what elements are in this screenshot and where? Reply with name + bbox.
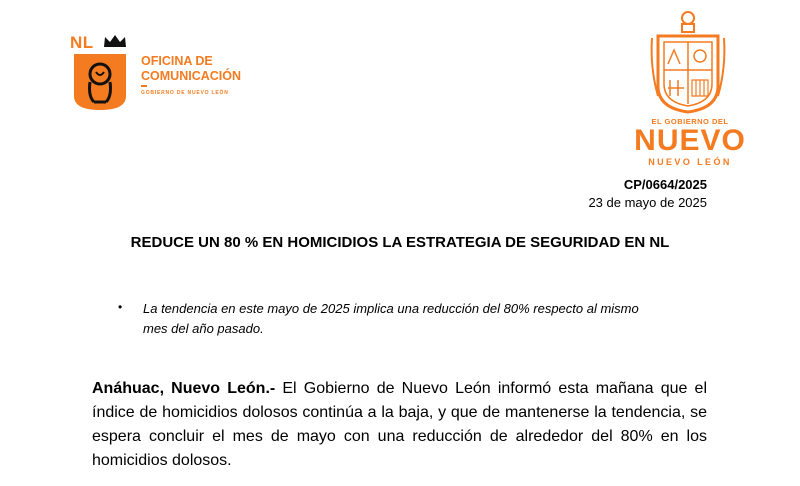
lion-badge-icon xyxy=(72,52,128,112)
press-release-code: CP/0664/2025 xyxy=(623,177,707,192)
press-release-date: 23 de mayo de 2025 xyxy=(588,195,707,210)
office-title-line1: OFICINA DE xyxy=(141,54,213,68)
government-line: EL GOBIERNO DEL xyxy=(651,117,729,126)
crown-icon xyxy=(103,34,127,48)
nl-brand-text: NL xyxy=(70,33,94,52)
headline: REDUCE UN 80 % EN HOMICIDIOS LA ESTRATEGIA DE SEGURIDAD EN NL xyxy=(130,234,670,251)
office-title-line2: COMUNICACIÓN xyxy=(141,69,241,83)
government-state: NUEVO LEÓN xyxy=(648,157,732,167)
dateline: Anáhuac, Nuevo León.- xyxy=(92,380,276,397)
government-wordmark: NUEVO xyxy=(634,124,746,157)
coat-of-arms-icon xyxy=(648,8,728,114)
body-paragraph xyxy=(92,377,707,473)
office-divider xyxy=(141,85,147,87)
bullet-icon: • xyxy=(118,300,123,314)
bullet-summary: La tendencia en este mayo de 2025 implica una reducción del 80% respecto al mismo mes del año pasado. xyxy=(143,301,639,336)
body-text: El Gobierno de Nuevo León informó esta mañana que el índice de homicidios dolosos continúa a la baja, y que de mantenerse la tendencia, se espera concluir el mes de mayo con una reducción de alrededor del 80% en los homicidios dolosos. xyxy=(92,380,708,469)
office-subtitle: GOBIERNO DE NUEVO LEÓN xyxy=(141,90,229,96)
office-title xyxy=(141,54,241,84)
